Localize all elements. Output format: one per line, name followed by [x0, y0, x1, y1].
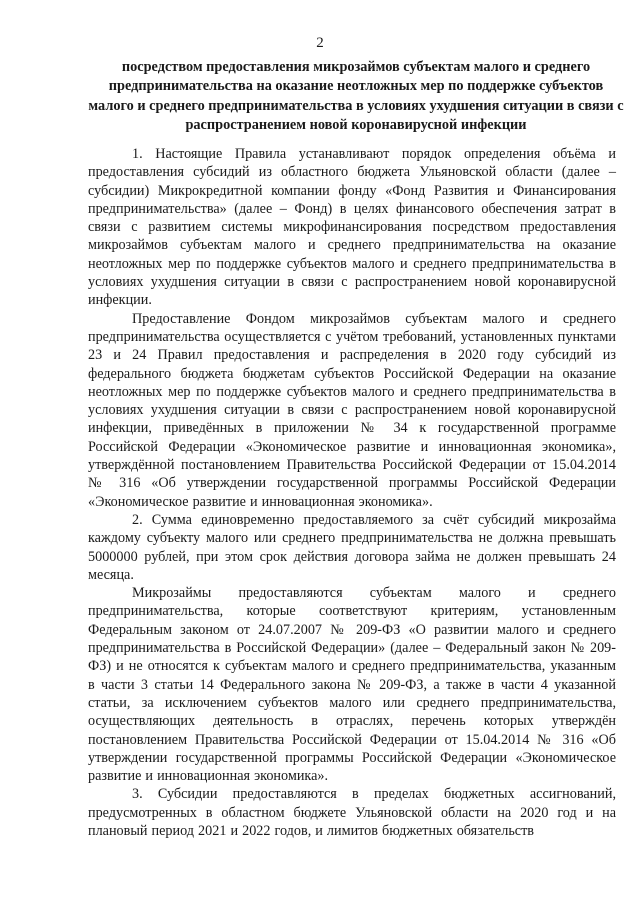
page-number: 2 [316, 35, 324, 51]
paragraph-2: Предоставление Фондом микрозаймов субъектам малого и среднего предпринимательства осуществляется с учётом требований, установленных пунктами 23 и 24 Правил предоставления и распределения в 2020 году субсидий из федерального бюджета бюджетам субъектов Российской Федерации на оказание неотложных мер по поддержке субъектов малого и среднего предпринимательства в условиях ухудшения ситуации в связи с распространением новой коронавирусной инфекции, приведённых в приложении № 34 к государственной программе Российской Федерации «Экономическое развитие и инновационная экономика», утверждённой постановлением Правительства Российской Федерации от 15.04.2014 № 316 «Об утверждении государственной программы Российской Федерации «Экономическое развитие и инновационная экономика». [88, 310, 616, 510]
paragraph-5: 3. Субсидии предоставляются в пределах бюджетных ассигнований, предусмотренных в областном бюджете Ульяновской области на 2020 год и на плановый период 2021 и 2022 годов, и лимитов бюджетных обязательств [88, 786, 616, 839]
paragraph-4: Микрозаймы предоставляются субъектам малого и среднего предпринимательства, которые соответствуют критериям, установленным Федеральным законом от 24.07.2007 № 209-ФЗ «О развитии малого и среднего предпринимательства в Российской Федерации» (далее – Федеральный закон № 209-ФЗ) и не относятся к субъектам малого и среднего предпринимательства, указанным в части 3 статьи 14 Федерального закона № 209-ФЗ, а также в части 4 указанной статьи, за исключением субъектов малого или среднего предпринимательства, осуществляющих деятельность в отраслях, перечень которых утверждён постановлением Правительства Российской Федерации от 15.04.2014 № 316 «Об утверждении государственной программы Российской Федерации «Экономическое развитие и инновационная экономика». [88, 585, 616, 785]
paragraph-3: 2. Сумма единовременно предоставляемого за счёт субсидий микрозайма каждому субъекту малого или среднего предпринимательства не должна превышать 5000000 рублей, при этом срок действия договора займа не должен превышать 24 месяца. [88, 511, 616, 583]
section-title: посредством предоставления микрозаймов субъектам малого и среднего предпринимательства на оказание неотложных мер по поддержке субъектов малого и среднего предпринимательства в условиях ухудшения ситуации в связи с распространением новой коронавирусной инфекции [88, 59, 624, 133]
paragraph-1: 1. Настоящие Правила устанавливают порядок определения объёма и предоставления субсидий из областного бюджета Ульяновской области (далее – субсидии) Микрокредитной компании фонду «Фонд Развития и Финансирования предпринимательства» (далее – Фонд) в целях финансового обеспечения затрат в связи с развитием системы микрофинансирования посредством предоставления микрозаймов субъектам малого и среднего предпринимательства на оказание неотложных мер по поддержке субъектов малого и среднего предпринимательства в условиях ухудшения ситуации в связи с распространением новой коронавирусной инфекции. [88, 146, 616, 309]
document-body [88, 145, 616, 840]
